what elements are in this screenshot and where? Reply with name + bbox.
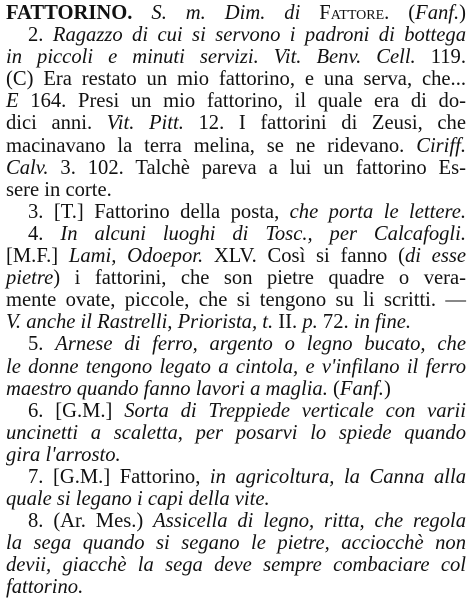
text-segment: attore (330, 2, 385, 24)
text-segment: Calv. (6, 156, 49, 179)
text-segment: 164. Presi un mio fattorino, il quale era di do- (18, 90, 466, 113)
text-segment: 7. [G.M.] Fattorino, (28, 465, 210, 488)
text-segment: . ( (384, 2, 416, 24)
entry-line (6, 554, 466, 576)
text-segment: pietre (6, 267, 54, 290)
text-segment: gira l'arrosto. (6, 443, 121, 466)
entry-line (6, 311, 466, 333)
text-segment: in piccoli e minuti servizi. Vit. Benv. Cell. (6, 46, 416, 69)
entry-line (6, 510, 466, 532)
text-segment: la sega quando si segano le pietre, acciocchè non (6, 532, 466, 555)
entry-line (6, 157, 466, 179)
text-segment: Lami, Odoepor. (68, 245, 204, 268)
entry-line (6, 112, 466, 134)
text-segment: F (300, 2, 331, 24)
text-segment: dici anni. (6, 112, 107, 135)
entry-line (6, 90, 466, 112)
text-segment: Ragazzo di cui si servono i padroni di bottega (52, 24, 466, 47)
text-segment: di esse (404, 245, 466, 268)
text-segment: E (6, 90, 19, 113)
entry-line (6, 267, 466, 289)
text-segment: 5. (28, 333, 56, 356)
entry-line (6, 245, 466, 267)
entry-line (6, 378, 466, 400)
text-segment: in agricoltura, la Canna alla (209, 465, 466, 488)
entry-line (6, 488, 466, 510)
entry-line (6, 532, 466, 554)
text-segment: quale si legano i capi della vite. (6, 488, 270, 511)
entry-line (6, 356, 466, 378)
text-segment: 72. (317, 311, 354, 334)
text-segment: devii, giacchè la sega deve sempre combaciare col (6, 554, 466, 577)
text-segment: 4. (28, 222, 61, 245)
text-segment: ) i fattorini, che son pietre quadre o vera- (53, 267, 466, 290)
text-segment: p. (302, 311, 318, 334)
text-segment: [M.F.] (6, 245, 69, 268)
text-segment: Ciriff. (416, 134, 466, 157)
entry-line (6, 576, 466, 598)
entry-line (6, 400, 466, 422)
entry-line (6, 24, 466, 46)
text-segment: 3. [T.] Fattorino della posta, (28, 200, 290, 223)
text-segment: V. anche il Rastrelli, Priorista, t. (6, 311, 274, 334)
text-segment: 119. (415, 46, 466, 69)
entry-line (6, 46, 466, 68)
text-segment: Vit. Pitt. (106, 112, 184, 135)
text-segment (132, 2, 151, 24)
text-segment: ) (459, 2, 467, 24)
text-segment: (C) Era restato un mio fattorino, e una serva, che... (6, 68, 466, 91)
text-segment: maestro quando fanno lavori a maglia. (6, 377, 328, 400)
entry-line (6, 201, 466, 223)
entry-line (6, 223, 466, 245)
text-segment: 3. 102. Talchè pareva a lui un fattorino Es- (48, 156, 466, 179)
text-segment: XLV. Così si fanno ( (203, 245, 405, 268)
entry-line (6, 422, 466, 444)
text-segment: Assicella di legno, ritta, che regola (153, 510, 467, 533)
entry-line (6, 333, 466, 355)
text-segment: che porta le lettere. (289, 200, 466, 223)
text-segment: 12. I fattorini di Zeusi, che (183, 112, 466, 135)
text-segment: Sorta di Treppiede verticale con varii (124, 399, 466, 422)
text-segment: mente ovate, piccole, che si tengono su li scritti. — (6, 289, 466, 312)
text-segment: sere in corte. (6, 178, 112, 201)
text-segment: 6. [G.M.] (28, 399, 125, 422)
text-segment: macinavano la terra melina, se ne ridevano. (6, 134, 417, 157)
entry-line (6, 179, 466, 201)
text-segment: II. (273, 311, 303, 334)
text-segment: FATTORINO. (6, 2, 133, 24)
text-segment: ) (383, 377, 391, 400)
entry-line (6, 68, 466, 90)
text-segment: in fine. (353, 311, 412, 334)
text-segment: Fanf. (415, 2, 460, 24)
text-segment: fattorino. (6, 576, 84, 599)
text-segment: 8. (Ar. Mes.) (28, 510, 154, 533)
entry-line (6, 444, 466, 466)
entry-line (6, 466, 466, 488)
entry-line (6, 2, 466, 24)
text-segment: S. m. Dim. di (151, 2, 301, 24)
entry-line (6, 289, 466, 311)
text-segment: Fanf. (339, 377, 384, 400)
text-segment: 2. (28, 24, 53, 47)
text-segment: In alcuni luoghi di Tosc., per Calcafogli. (60, 222, 467, 245)
text-segment: Arnese di ferro, argento o legno bucato, che (55, 333, 466, 356)
text-segment: le donne tengono legato a cintola, e v'infilano il ferro (6, 355, 466, 378)
text-segment: uncinetti a scaletta, per posarvi lo spiede quando (6, 421, 466, 444)
text-segment: ( (327, 377, 340, 400)
entry-line (6, 135, 466, 157)
